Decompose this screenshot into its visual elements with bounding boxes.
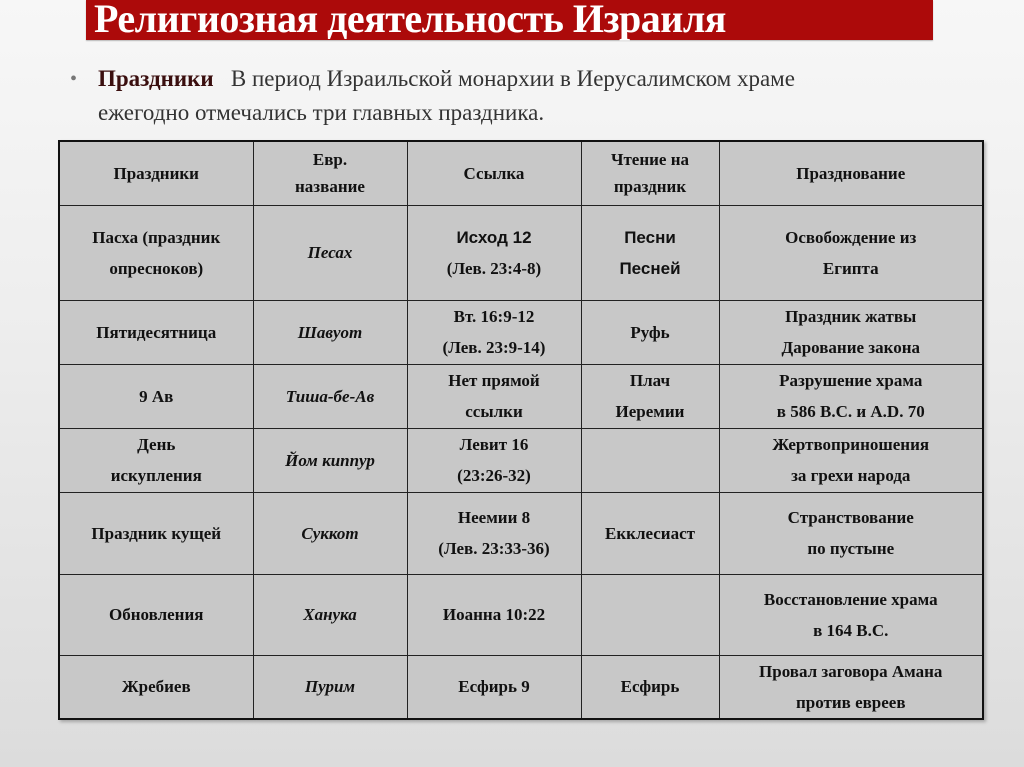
header-feasts: Праздники	[59, 141, 253, 205]
hebrew-name-cell: Суккот	[253, 492, 407, 574]
hebrew-name-cell: Пурим	[253, 655, 407, 719]
table-row	[59, 300, 983, 364]
intro-paragraph	[70, 62, 990, 130]
reference-cell: Нет прямой ссылки	[407, 364, 581, 428]
reference-cell: Неемии 8 (Лев. 23:33-36)	[407, 492, 581, 574]
celebration-cell: Восстановление храма в 164 B.C.	[719, 574, 983, 655]
hebrew-name-cell: Шавуот	[253, 300, 407, 364]
intro-line-2: ежегодно отмечались три главных праздника.	[98, 100, 545, 125]
reading-cell	[581, 574, 719, 655]
reading-cell: Руфь	[581, 300, 719, 364]
reference-cell: Левит 16 (23:26-32)	[407, 428, 581, 492]
hebrew-name-cell: Песах	[253, 205, 407, 300]
table-row	[59, 205, 983, 300]
celebration-cell: Жертвоприношения за грехи народа	[719, 428, 983, 492]
feast-cell: День искупления	[59, 428, 253, 492]
hebrew-name-cell: Ханука	[253, 574, 407, 655]
feast-cell: Обновления	[59, 574, 253, 655]
reference-cell: Есфирь 9	[407, 655, 581, 719]
feast-cell: Пасха (праздник опресноков)	[59, 205, 253, 300]
header-hebrew-name: Евр. название	[253, 141, 407, 205]
bullet-icon: •	[70, 68, 78, 90]
header-reading: Чтение на праздник	[581, 141, 719, 205]
table-row	[59, 574, 983, 655]
reading-cell: Екклесиаст	[581, 492, 719, 574]
slide-title: Религиозная деятельность Израиля	[94, 0, 726, 41]
celebration-cell: Разрушение храма в 586 B.C. и A.D. 70	[719, 364, 983, 428]
feast-cell: Пятидесятница	[59, 300, 253, 364]
reading-cell: Песни Песней	[581, 205, 719, 300]
celebration-cell: Странствование по пустыне	[719, 492, 983, 574]
reading-cell	[581, 428, 719, 492]
title-bar	[86, 0, 933, 40]
hebrew-name-cell: Тиша-бе-Ав	[253, 364, 407, 428]
celebration-cell: Праздник жатвы Дарование закона	[719, 300, 983, 364]
header-celebration: Празднование	[719, 141, 983, 205]
table-row	[59, 655, 983, 719]
table-row	[59, 428, 983, 492]
feast-cell: Жребиев	[59, 655, 253, 719]
intro-text	[98, 62, 990, 130]
header-reference: Ссылка	[407, 141, 581, 205]
feast-cell: Праздник кущей	[59, 492, 253, 574]
hebrew-name-cell: Йом киппур	[253, 428, 407, 492]
celebration-cell: Провал заговора Амана против евреев	[719, 655, 983, 719]
table-row	[59, 492, 983, 574]
table-row	[59, 364, 983, 428]
feasts-table	[58, 140, 984, 720]
reference-cell: Иоанна 10:22	[407, 574, 581, 655]
reference-cell: Вт. 16:9-12 (Лев. 23:9-14)	[407, 300, 581, 364]
table-header-row	[59, 141, 983, 205]
intro-keyword: Праздники	[98, 66, 214, 91]
reading-cell: Есфирь	[581, 655, 719, 719]
intro-line-1: В период Израильской монархии в Иерусалимском храме	[230, 66, 795, 91]
reference-cell: Исход 12 (Лев. 23:4-8)	[407, 205, 581, 300]
reading-cell: Плач Иеремии	[581, 364, 719, 428]
feast-cell: 9 Ав	[59, 364, 253, 428]
celebration-cell: Освобождение из Египта	[719, 205, 983, 300]
